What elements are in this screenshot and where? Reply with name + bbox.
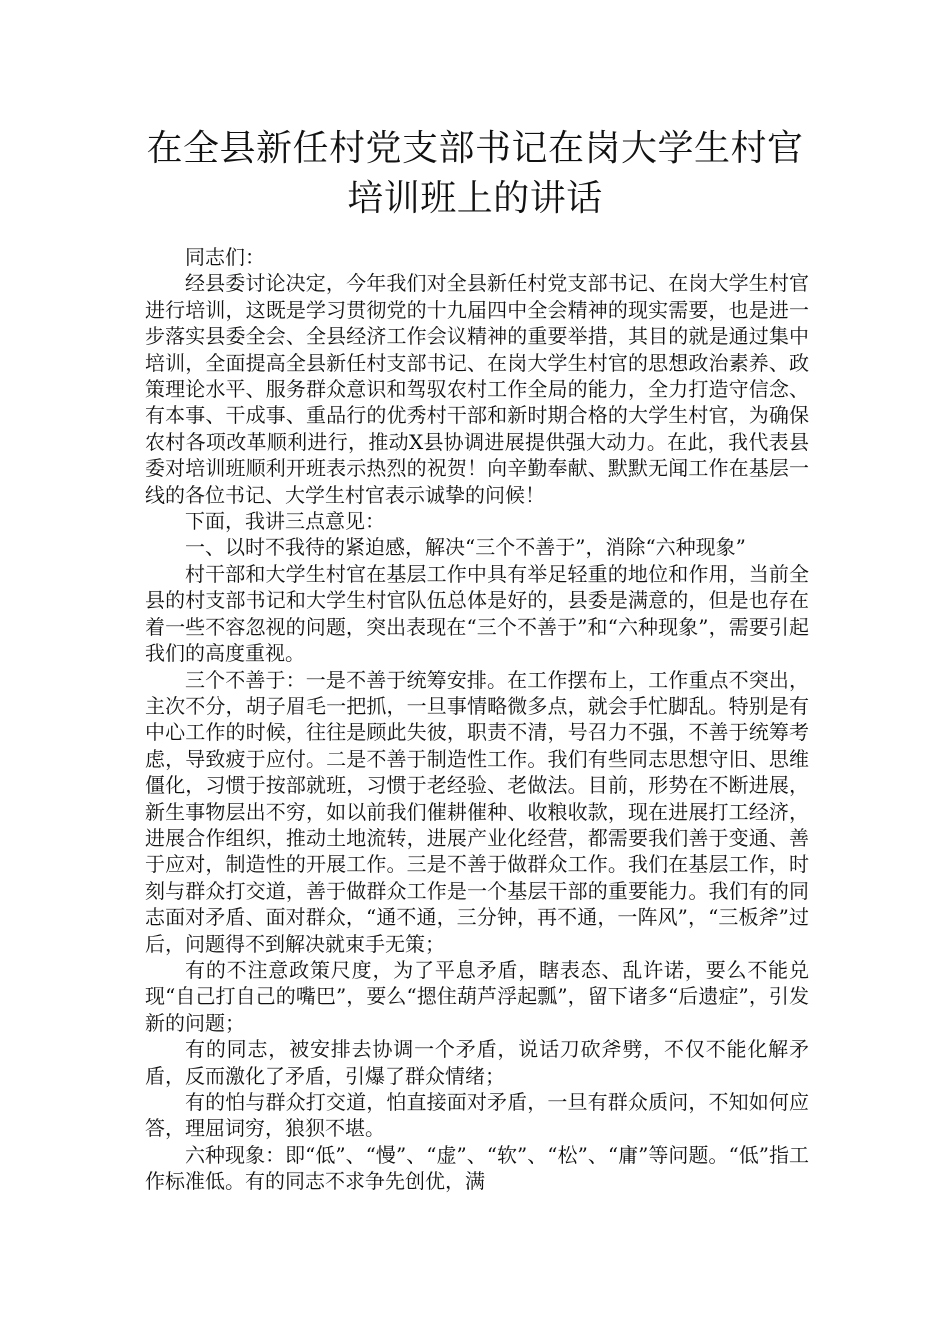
section-heading-1: 一、以时不我待的紧迫感，解决“三个不善于”，消除“六种现象”	[185, 535, 746, 560]
document-body	[145, 244, 809, 1195]
paragraph-body: 三个不善于：一是不善于统筹安排。在工作摆布上，工作重点不突出，主次不分，胡子眉毛一把抓，一旦事情略微多点，就会手忙脚乱。特别是有中心工作的时候，往往是顾此失彼，职责不清，号召力不强，不善于统筹考虑，导致疲于应付。二是不善于制造性工作。我们有些同志思想守旧、思维僵化，习惯于按部就班，习惯于老经验、老做法。目前，形势在不断进展，新生事物层出不穷，如以前我们催耕催种、收粮收款，现在进展打工经济，进展合作组织，推动土地流转，进展产业化经营，都需要我们善于变通、善于应对，制造性的开展工作。三是不善于做群众工作。我们在基层工作，时刻与群众打交道，善于做群众工作是一个基层干部的重要能力。我们有的同志面对矛盾、面对群众，“通不通，三分钟，再不通，一阵风”，“三板斧”过后，问题得不到解决就束手无策；	[145, 667, 809, 956]
paragraph-body: 有的怕与群众打交道，怕直接面对矛盾，一旦有群众质问，不知如何应答，理屈词穷，狼狈不堪。	[145, 1090, 809, 1141]
paragraph-body: 村干部和大学生村官在基层工作中具有举足轻重的地位和作用，当前全县的村支部书记和大学生村官队伍总体是好的，县委是满意的，但是也存在着一些不容忽视的问题，突出表现在“三个不善于”和“六种现象”，需要引起我们的高度重视。	[145, 561, 809, 666]
paragraph-intro: 经县委讨论决定，今年我们对全县新任村党支部书记、在岗大学生村官进行培训，这既是学习贯彻党的十九届四中全会精神的现实需要，也是进一步落实县委全会、全县经济工作会议精神的重要举措，其目的就是通过集中培训，全面提高全县新任村支部书记、在岗大学生村官的思想政治素养、政策理论水平、服务群众意识和驾驭农村工作全局的能力，全力打造守信念、有本事、干成事、重品行的优秀村干部和新时期合格的大学生村官，为确保农村各项改革顺利进行，推动X县协调进展提供强大动力。在此，我代表县委对培训班顺利开班表示热烈的祝贺！向辛勤奉献、默默无闻工作在基层一线的各位书记、大学生村官表示诚挚的问候！	[145, 271, 809, 507]
title-line-2: 培训班上的讲话	[347, 178, 603, 219]
salutation: 同志们：	[185, 245, 265, 269]
paragraph-body: 六种现象：即“低”、“慢”、“虚”、“软”、“松”、“庸”等问题。“低”指工作标准低。有的同志不求争先创优，满	[145, 1142, 809, 1194]
paragraph-body: 有的同志，被安排去协调一个矛盾，说话刀砍斧劈，不仅不能化解矛盾，反而激化了矛盾，引爆了群众情绪；	[145, 1037, 809, 1088]
document-title	[120, 124, 830, 224]
paragraph-body: 有的不注意政策尺度，为了平息矛盾，瞎表态、乱许诺，要么不能兑现“自己打自己的嘴巴”，要么“摁住葫芦浮起瓢”，留下诸多“后遗症”，引发新的问题；	[145, 957, 809, 1035]
title-line-1: 在全县新任村党支部书记在岗大学生村官	[146, 128, 804, 169]
paragraph-outline: 下面，我讲三点意见：	[185, 509, 385, 534]
